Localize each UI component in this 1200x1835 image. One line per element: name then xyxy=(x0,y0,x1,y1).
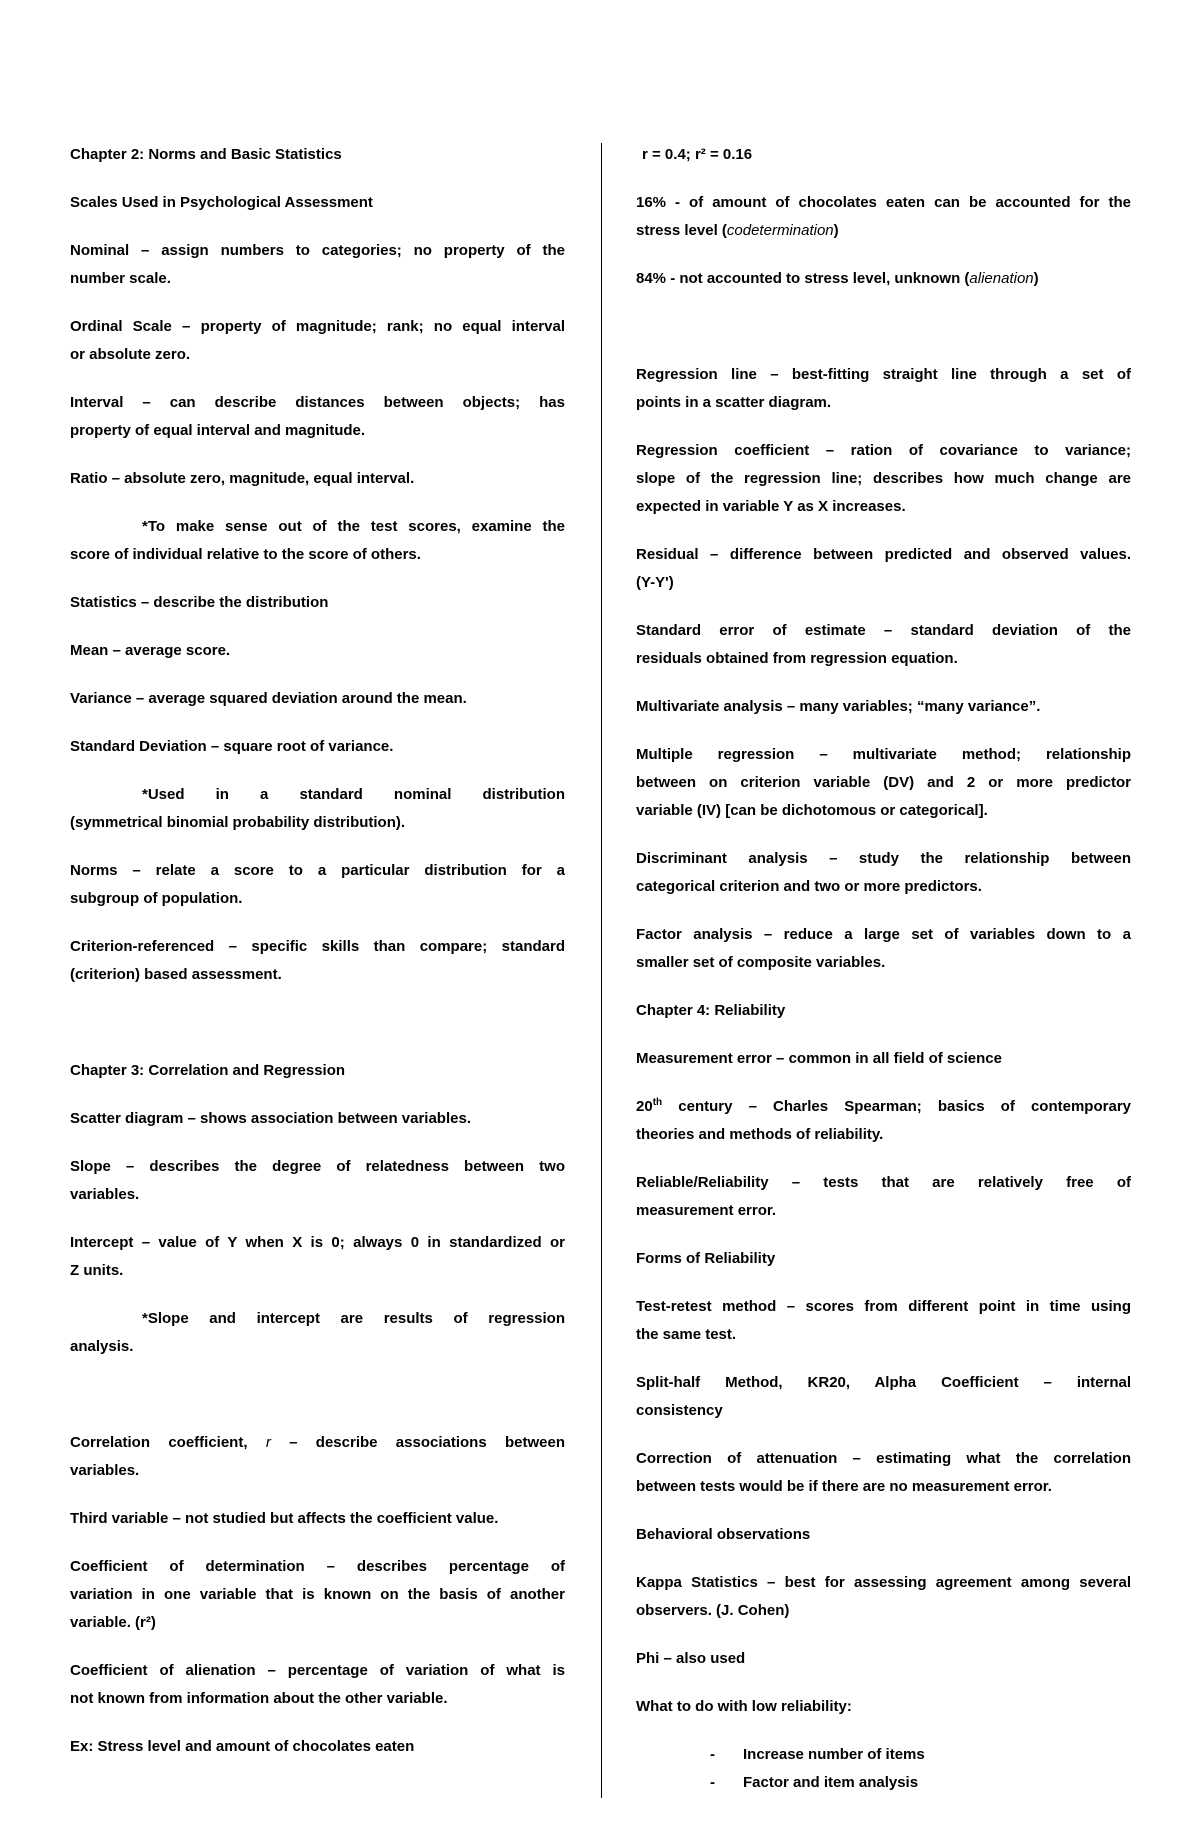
text-line: variable. (r²) xyxy=(70,1614,156,1631)
text-line: Norms – relate a score to a particular distribution for a xyxy=(70,862,565,879)
chapter-heading xyxy=(70,1057,565,1085)
text-line: Coefficient of alienation – percentage of variation of what is xyxy=(70,1662,565,1679)
text-line: variation in one variable that is known on the basis of another xyxy=(70,1586,565,1603)
chapter-heading xyxy=(636,997,1131,1025)
paragraph xyxy=(636,1693,1131,1721)
text-line xyxy=(70,1429,565,1457)
list-item-text: Factor and item analysis xyxy=(743,1774,919,1791)
text-line: Test-retest method – scores from different point in time using xyxy=(636,1298,1131,1315)
paragraph xyxy=(636,1569,1131,1625)
italic-term: codetermination xyxy=(726,222,834,239)
text-line: r = 0.4; r² = 0.16 xyxy=(642,146,753,163)
note-paragraph xyxy=(70,781,565,837)
text-segment: Correlation coefficient, xyxy=(70,1434,266,1451)
text-line: or absolute zero. xyxy=(70,346,191,363)
paragraph xyxy=(636,189,1131,245)
paragraph xyxy=(70,313,565,369)
text-line: variables. xyxy=(70,1462,140,1479)
text-line: Mean – average score. xyxy=(70,642,231,659)
paragraph xyxy=(70,465,565,493)
paragraph xyxy=(636,693,1131,721)
text-line: Phi – also used xyxy=(636,1650,746,1667)
column-divider xyxy=(601,143,602,1798)
text-line: Correction of attenuation – estimating what the correlation xyxy=(636,1450,1131,1467)
left-column xyxy=(70,141,565,1781)
text-line xyxy=(636,1093,1131,1121)
text-segment: ) xyxy=(833,222,839,239)
superscript: th xyxy=(652,1097,663,1108)
text-line: Ex: Stress level and amount of chocolates eaten xyxy=(70,1738,415,1755)
text-line: between on criterion variable (DV) and 2 or more predictor xyxy=(636,774,1131,791)
text-line: Factor analysis – reduce a large set of variables down to a xyxy=(636,926,1131,943)
text-line: points in a scatter diagram. xyxy=(636,394,832,411)
text-line: Scales Used in Psychological Assessment xyxy=(70,194,373,211)
text-line: Chapter 3: Correlation and Regression xyxy=(70,1062,346,1079)
paragraph xyxy=(636,1521,1131,1549)
text-line: property of equal interval and magnitude. xyxy=(70,422,366,439)
paragraph xyxy=(70,1229,565,1285)
text-line: Chapter 4: Reliability xyxy=(636,1002,786,1019)
text-line: between tests would be if there are no measurement error. xyxy=(636,1478,1052,1495)
text-line: (Y-Y') xyxy=(636,574,674,591)
text-line: Regression coefficient – ration of covariance to variance; xyxy=(636,442,1131,459)
text-line xyxy=(636,265,1131,293)
text-line xyxy=(636,217,1131,245)
paragraph xyxy=(636,141,1131,169)
list-item xyxy=(636,1769,1131,1797)
text-line: Third variable – not studied but affects the coefficient value. xyxy=(70,1510,499,1527)
text-line: Z units. xyxy=(70,1262,124,1279)
paragraph xyxy=(70,733,565,761)
text-line: 16% - of amount of chocolates eaten can be accounted for the xyxy=(636,194,1131,211)
right-column xyxy=(636,141,1131,1797)
text-line: Kappa Statistics – best for assessing agreement among several xyxy=(636,1574,1131,1591)
text-line: Slope – describes the degree of relatedness between two xyxy=(70,1158,565,1175)
text-line: observers. (J. Cohen) xyxy=(636,1602,790,1619)
text-line: Regression line – best-fitting straight line through a set of xyxy=(636,366,1131,383)
text-line: Multiple regression – multivariate method; relationship xyxy=(636,746,1131,763)
section-heading xyxy=(70,189,565,217)
text-line: Reliable/Reliability – tests that are relatively free of xyxy=(636,1174,1131,1191)
paragraph xyxy=(636,1169,1131,1225)
text-segment: stress level ( xyxy=(636,222,727,239)
text-line: Forms of Reliability xyxy=(636,1250,776,1267)
text-line: (criterion) based assessment. xyxy=(70,966,282,983)
text-line: (symmetrical binomial probability distribution). xyxy=(70,814,406,831)
paragraph xyxy=(636,541,1131,597)
text-line: Ordinal Scale – property of magnitude; rank; no equal interval xyxy=(70,318,565,335)
blank-line xyxy=(70,1009,565,1037)
paragraph xyxy=(70,589,565,617)
paragraph xyxy=(636,1293,1131,1349)
paragraph xyxy=(70,1105,565,1133)
chapter-heading xyxy=(70,141,565,169)
text-segment: 84% - not accounted to stress level, unknown ( xyxy=(636,270,970,287)
text-line: expected in variable Y as X increases. xyxy=(636,498,906,515)
note-paragraph xyxy=(70,513,565,569)
text-line: Discriminant analysis – study the relationship between xyxy=(636,850,1131,867)
text-line: smaller set of composite variables. xyxy=(636,954,886,971)
text-line: Multivariate analysis – many variables; “many variance”. xyxy=(636,698,1041,715)
bullet-list xyxy=(636,1741,1131,1797)
paragraph xyxy=(636,921,1131,977)
text-line: Variance – average squared deviation around the mean. xyxy=(70,690,467,707)
paragraph xyxy=(70,933,565,989)
paragraph xyxy=(70,1153,565,1209)
paragraph xyxy=(70,1505,565,1533)
text-segment: 20 xyxy=(636,1098,653,1115)
text-line: not known from information about the other variable. xyxy=(70,1690,448,1707)
paragraph xyxy=(636,1645,1131,1673)
paragraph xyxy=(70,857,565,913)
dash-bullet: - xyxy=(710,1746,715,1763)
list-item xyxy=(636,1741,1131,1769)
paragraph xyxy=(70,637,565,665)
text-line: Interval – can describe distances between objects; has xyxy=(70,394,565,411)
text-line: variable (IV) [can be dichotomous or categorical]. xyxy=(636,802,988,819)
paragraph xyxy=(70,237,565,293)
text-line: categorical criterion and two or more predictors. xyxy=(636,878,982,895)
text-line: Coefficient of determination – describes percentage of xyxy=(70,1558,565,1575)
text-line: Intercept – value of Y when X is 0; always 0 in standardized or xyxy=(70,1234,565,1251)
text-line: Ratio – absolute zero, magnitude, equal interval. xyxy=(70,470,415,487)
text-line: Split-half Method, KR20, Alpha Coefficient – internal xyxy=(636,1374,1131,1391)
paragraph xyxy=(636,741,1131,825)
paragraph xyxy=(70,1553,565,1637)
text-line: Standard error of estimate – standard deviation of the xyxy=(636,622,1131,639)
text-line: Measurement error – common in all field of science xyxy=(636,1050,1002,1067)
paragraph xyxy=(636,845,1131,901)
italic-symbol: r xyxy=(265,1434,271,1451)
paragraph xyxy=(636,1045,1131,1073)
paragraph xyxy=(636,1369,1131,1425)
text-line: number scale. xyxy=(70,270,171,287)
paragraph xyxy=(70,1733,565,1761)
text-line: Chapter 2: Norms and Basic Statistics xyxy=(70,146,342,163)
text-line: *Used in a standard nominal distribution xyxy=(142,786,565,803)
paragraph xyxy=(70,389,565,445)
paragraph xyxy=(636,1445,1131,1501)
text-line: slope of the regression line; describes how much change are xyxy=(636,470,1131,487)
paragraph xyxy=(636,1093,1131,1149)
section-heading xyxy=(636,1245,1131,1273)
text-line: variables. xyxy=(70,1186,140,1203)
text-line: analysis. xyxy=(70,1338,134,1355)
text-line: consistency xyxy=(636,1402,723,1419)
text-line: theories and methods of reliability. xyxy=(636,1126,884,1143)
text-line: Nominal – assign numbers to categories; no property of the xyxy=(70,242,565,259)
text-segment: ) xyxy=(1033,270,1039,287)
text-line: residuals obtained from regression equation. xyxy=(636,650,958,667)
text-line: Statistics – describe the distribution xyxy=(70,594,329,611)
paragraph xyxy=(70,1657,565,1713)
blank-line xyxy=(636,313,1131,341)
list-item-text: Increase number of items xyxy=(743,1746,925,1763)
paragraph xyxy=(70,1429,565,1485)
text-segment: – describe associations between xyxy=(270,1434,565,1451)
paragraph xyxy=(70,685,565,713)
italic-term: alienation xyxy=(969,270,1034,287)
text-segment: century – Charles Spearman; basics of contemporary xyxy=(662,1098,1131,1115)
paragraph xyxy=(636,265,1131,293)
text-line: *To make sense out of the test scores, examine the xyxy=(142,518,565,535)
text-line: Scatter diagram – shows association between variables. xyxy=(70,1110,471,1127)
text-line: measurement error. xyxy=(636,1202,777,1219)
text-line: Standard Deviation – square root of variance. xyxy=(70,738,394,755)
text-line: Criterion-referenced – specific skills than compare; standard xyxy=(70,938,565,955)
dash-bullet: - xyxy=(710,1774,715,1791)
text-line: the same test. xyxy=(636,1326,737,1343)
text-line: Behavioral observations xyxy=(636,1526,811,1543)
text-line: subgroup of population. xyxy=(70,890,243,907)
text-line: What to do with low reliability: xyxy=(636,1698,852,1715)
text-line: *Slope and intercept are results of regression xyxy=(142,1310,565,1327)
paragraph xyxy=(636,437,1131,521)
paragraph xyxy=(636,361,1131,417)
text-line: Residual – difference between predicted and observed values. xyxy=(636,546,1131,563)
text-line: score of individual relative to the score of others. xyxy=(70,546,421,563)
blank-line xyxy=(70,1381,565,1409)
paragraph xyxy=(636,617,1131,673)
note-paragraph xyxy=(70,1305,565,1361)
